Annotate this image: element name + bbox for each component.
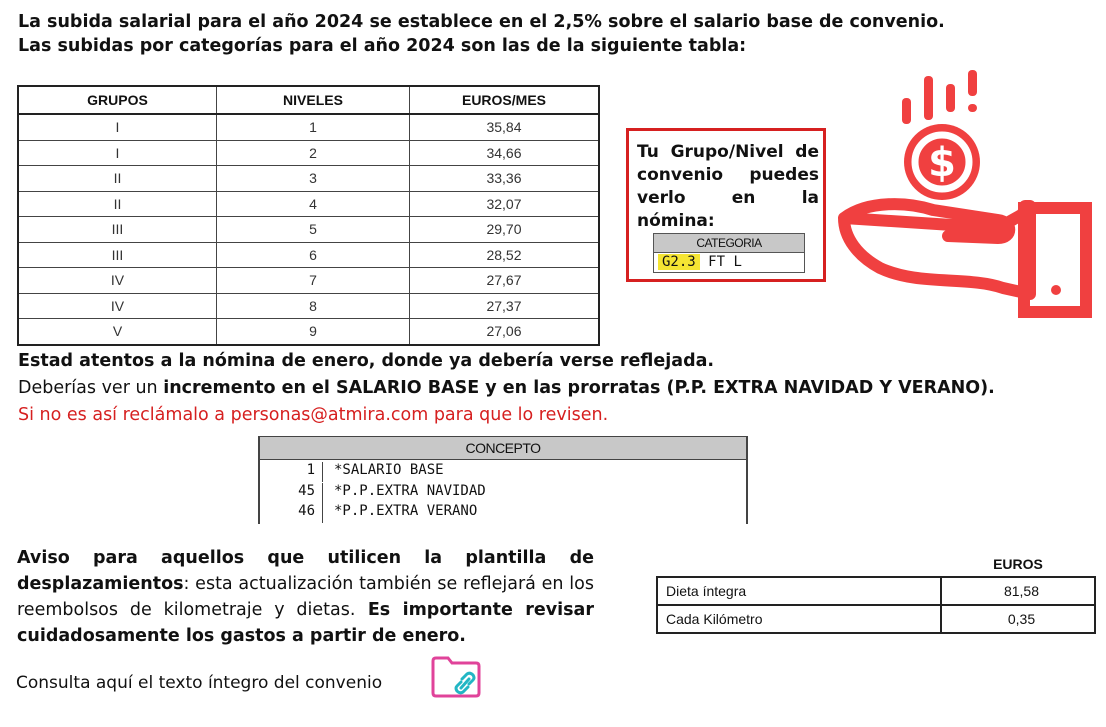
euros-value: 0,35 xyxy=(941,605,1095,633)
categoria-value xyxy=(653,252,805,273)
grupo-cell: I xyxy=(18,140,217,166)
nivel-cell: 7 xyxy=(217,268,410,294)
concept-text: *P.P.EXTRA NAVIDAD xyxy=(334,483,486,499)
convenio-link-text[interactable]: Consulta aquí el texto íntegro del convenio xyxy=(16,673,383,693)
concept-text: *SALARIO BASE xyxy=(334,462,444,478)
concept-separator xyxy=(322,483,323,503)
euros-empty-header xyxy=(657,552,941,577)
groups-table-row xyxy=(18,319,599,345)
groups-table-row xyxy=(18,268,599,294)
aviso-bold-1: Aviso para aquellos que utilicen la plantilla de desplazamientos xyxy=(17,548,594,594)
notice-paragraph xyxy=(18,348,995,429)
intro-text xyxy=(18,10,945,58)
nivel-cell: 6 xyxy=(217,242,410,268)
categoria-header: CATEGORIA xyxy=(653,233,805,253)
euros-mes-cell: 27,06 xyxy=(410,319,600,345)
euros-label: Cada Kilómetro xyxy=(657,605,941,633)
groups-table-row xyxy=(18,293,599,319)
concept-table xyxy=(258,436,748,524)
euros-mes-cell: 27,37 xyxy=(410,293,600,319)
grupo-cell: III xyxy=(18,242,217,268)
notice-red-line: Si no es así reclámalo a personas@atmira.com para que lo revisen. xyxy=(18,405,609,425)
nivel-cell: 9 xyxy=(217,319,410,345)
concept-separator xyxy=(322,462,323,482)
euros-mes-cell: 29,70 xyxy=(410,217,600,243)
notice-line2-bold: incremento en el SALARIO BASE y en las prorratas (P.P. EXTRA NAVIDAD Y VERANO). xyxy=(163,378,995,398)
groups-table-header xyxy=(18,86,599,114)
nomina-callout xyxy=(626,128,826,282)
euros-label: Dieta íntegra xyxy=(657,577,941,605)
col-header-grupos: GRUPOS xyxy=(18,86,217,114)
hand-money-icon xyxy=(838,68,1093,318)
intro-line-1: La subida salarial para el año 2024 se establece en el 2,5% sobre el salario base de convenio. xyxy=(18,12,945,32)
groups-table-row xyxy=(18,217,599,243)
euros-mes-cell: 27,67 xyxy=(410,268,600,294)
groups-table xyxy=(17,85,600,346)
notice-line-2 xyxy=(18,375,995,402)
callout-text: Tu Grupo/Nivel de convenio puedes verlo en la nómina: xyxy=(637,142,819,231)
aviso-paragraph xyxy=(17,545,594,649)
nivel-cell: 8 xyxy=(217,293,410,319)
grupo-cell: III xyxy=(18,217,217,243)
grupo-cell: V xyxy=(18,319,217,345)
groups-table-row xyxy=(18,191,599,217)
notice-line2-prefix: Deberías ver un xyxy=(18,378,164,398)
concept-header: CONCEPTO xyxy=(260,436,746,460)
grupo-cell: II xyxy=(18,191,217,217)
concept-num: 1 xyxy=(306,462,315,478)
euros-row xyxy=(657,577,1095,605)
categoria-rest: FT L xyxy=(708,254,742,270)
euros-table-header xyxy=(657,552,1095,577)
euros-table xyxy=(656,552,1096,634)
aviso-bold-2: Es importante revisar cuidadosamente los gastos a partir de enero. xyxy=(17,600,594,646)
grupo-cell: IV xyxy=(18,268,217,294)
groups-table-body xyxy=(18,114,599,345)
groups-table-row xyxy=(18,166,599,192)
nivel-cell: 5 xyxy=(217,217,410,243)
grupo-cell: I xyxy=(18,114,217,140)
categoria-code-highlight: G2.3 xyxy=(658,254,700,270)
grupo-cell: IV xyxy=(18,293,217,319)
euros-mes-cell: 28,52 xyxy=(410,242,600,268)
nivel-cell: 3 xyxy=(217,166,410,192)
nivel-cell: 4 xyxy=(217,191,410,217)
intro-line-2: Las subidas por categorías para el año 2024 son las de la siguiente tabla: xyxy=(18,36,747,56)
euros-header: EUROS xyxy=(993,556,1043,572)
euros-row xyxy=(657,605,1095,633)
aviso-normal: : esta actualización también se reflejará en los reembolsos de kilometraje y dietas. xyxy=(17,574,594,620)
groups-table-row xyxy=(18,242,599,268)
euros-mes-cell: 33,36 xyxy=(410,166,600,192)
col-header-niveles: NIVELES xyxy=(217,86,410,114)
euros-mes-cell: 35,84 xyxy=(410,114,600,140)
groups-table-row xyxy=(18,140,599,166)
col-header-euros-mes: EUROS/MES xyxy=(410,86,600,114)
euros-mes-cell: 32,07 xyxy=(410,191,600,217)
concept-separator xyxy=(322,503,323,523)
svg-text:$: $ xyxy=(928,140,956,186)
groups-table-row xyxy=(18,114,599,140)
grupo-cell: II xyxy=(18,166,217,192)
nivel-cell: 2 xyxy=(217,140,410,166)
concept-num: 45 xyxy=(298,483,315,499)
folder-link-icon[interactable] xyxy=(430,655,484,699)
concept-num: 46 xyxy=(298,503,315,519)
euros-mes-cell: 34,66 xyxy=(410,140,600,166)
nivel-cell: 1 xyxy=(217,114,410,140)
notice-bold-line: Estad atentos a la nómina de enero, donde ya debería verse reflejada. xyxy=(18,351,715,371)
euros-value: 81,58 xyxy=(941,577,1095,605)
concept-text: *P.P.EXTRA VERANO xyxy=(334,503,478,519)
